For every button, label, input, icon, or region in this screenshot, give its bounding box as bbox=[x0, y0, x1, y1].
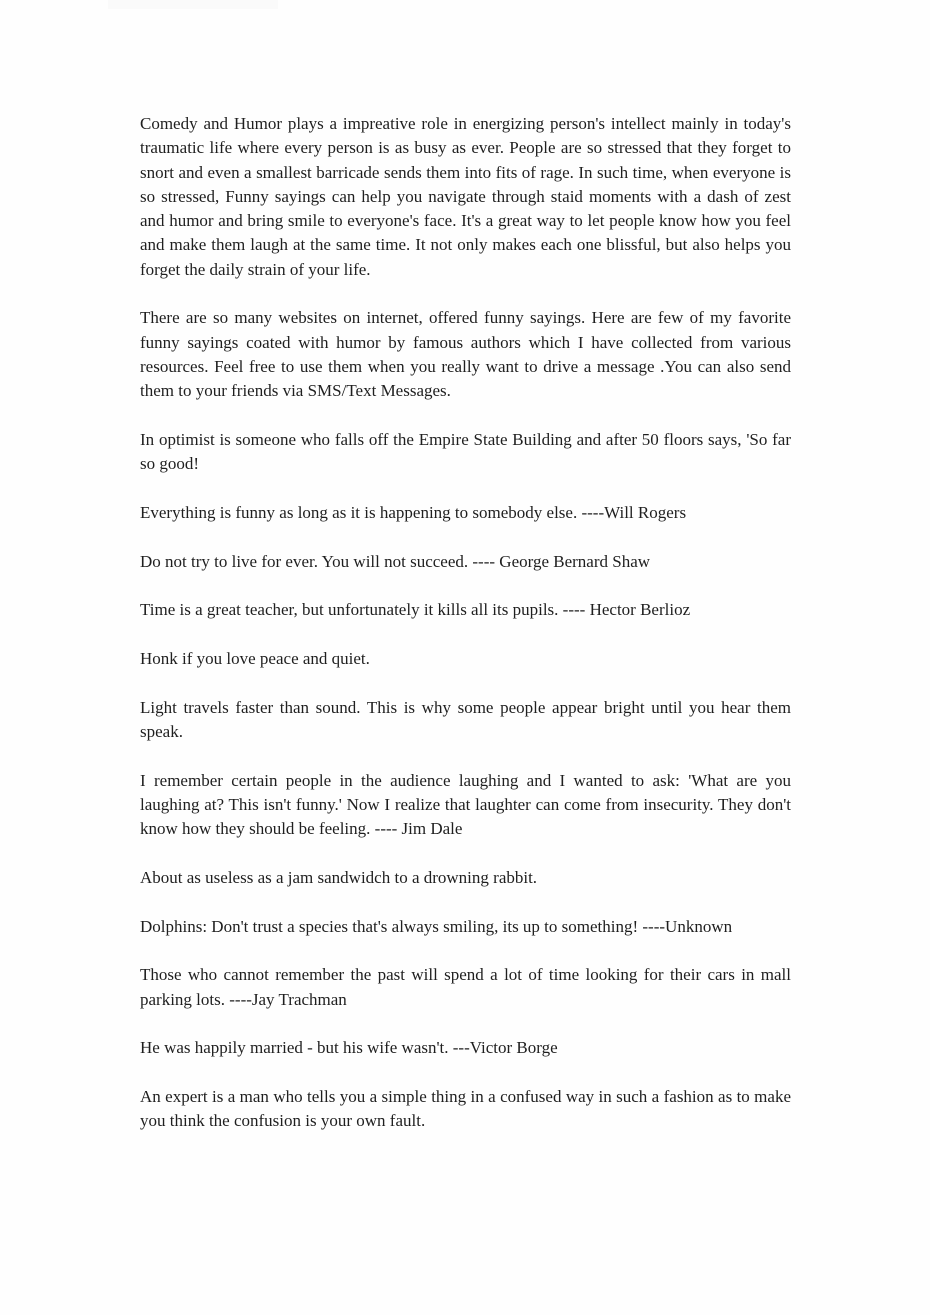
quote-jay-trachman: Those who cannot remember the past will spend a lot of time looking for their cars in mall parking lots. ----Jay Trachman bbox=[140, 965, 791, 1009]
quote-jim-dale: I remember certain people in the audience laughing and I wanted to ask: 'What are you laughing at? This isn't funny.' Now I realize that laughter can come from insecurity. They don't know how they should be feeling. ---- Jim Dale bbox=[140, 770, 791, 839]
quote-victor-borge: He was happily married - but his wife wasn't. ---Victor Borge bbox=[140, 1038, 558, 1058]
quote-expert: An expert is a man who tells you a simple thing in a confused way in such a fashion as to make you think the confusion is your own fault. bbox=[140, 1087, 791, 1131]
quote-dolphins: Dolphins: Don't trust a species that's always smiling, its up to something! ----Unknown bbox=[140, 916, 733, 936]
quote-optimist: In optimist is someone who falls off the Empire State Building and after 50 floors says, 'So far so good! bbox=[140, 430, 791, 474]
quote-george-bernard-shaw: Do not try to live for ever. You will not succeed. ---- George Bernard Shaw bbox=[140, 551, 651, 571]
quote-honk: Honk if you love peace and quiet. bbox=[140, 649, 370, 669]
document-text-block bbox=[140, 112, 791, 1134]
paragraph-websites: There are so many websites on internet, offered funny sayings. Here are few of my favorite funny sayings coated with humor by famous authors which I have collected from various resources. Feel free to use them when you really want to drive a message .You can also send them to your friends via SMS/Text Messages. bbox=[140, 308, 791, 401]
scan-artifact bbox=[108, 0, 278, 9]
quote-light-travels: Light travels faster than sound. This is why some people appear bright until you hear them speak. bbox=[140, 697, 791, 742]
quote-hector-berlioz: Time is a great teacher, but unfortunately it kills all its pupils. ---- Hector Berlioz bbox=[140, 600, 691, 620]
quote-will-rogers: Everything is funny as long as it is happening to somebody else. ----Will Rogers bbox=[140, 503, 687, 523]
paragraph-intro: Comedy and Humor plays a impreative role in energizing person's intellect mainly in today's traumatic life where every person is as busy as ever. People are so stressed that they forget to snort and even a smallest barricade sends them into fits of rage. In such time, when everyone is so stressed, Funny sayings can help you navigate through staid moments with a dash of zest and humor and bring smile to everyone's face. It's a great way to let people know how you feel and make them laugh at the same time. It not only makes each one blissful, but also helps you forget the daily strain of your life. bbox=[140, 114, 791, 279]
quote-jam-sandwich: About as useless as a jam sandwidch to a drowning rabbit. bbox=[140, 868, 538, 888]
